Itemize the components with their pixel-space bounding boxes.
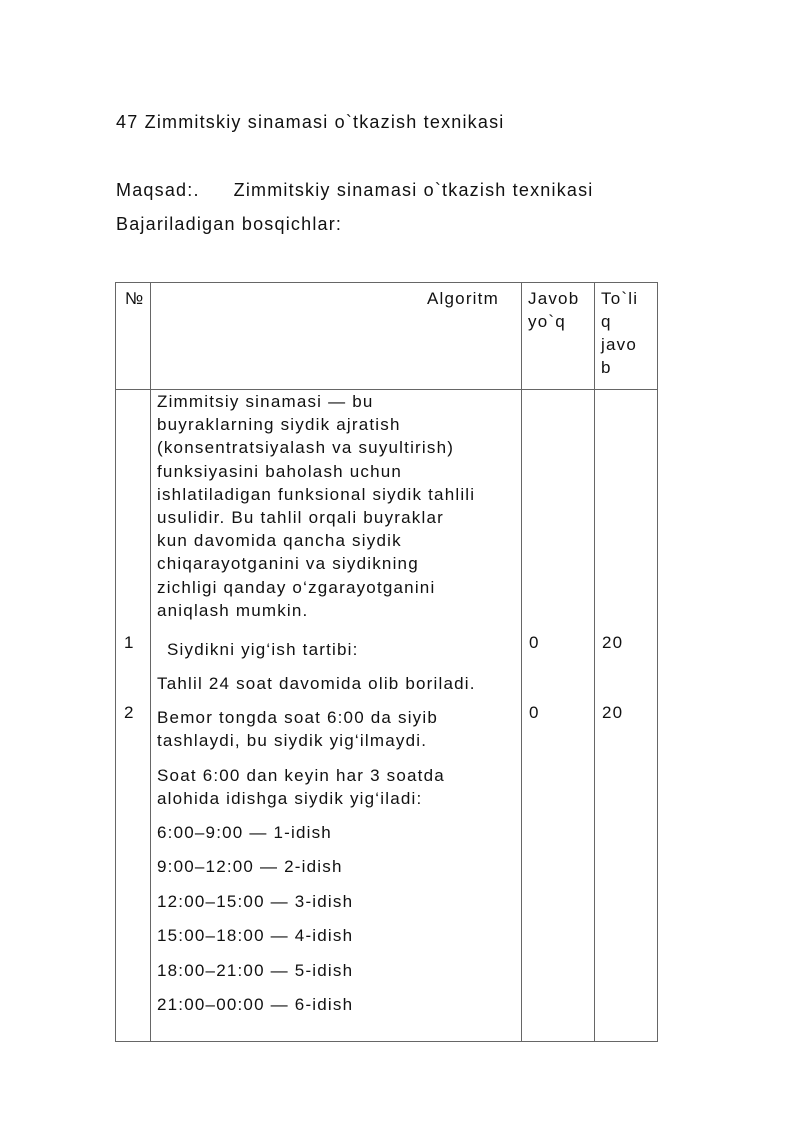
document-title: 47 Zimmitskiy sinamasi o`tkazish texnikasi [116,112,505,132]
row-1-text: Siydikni yig‘ish tartibi: [167,640,359,659]
intro-paragraph: Zimmitsiy sinamasi — bu buyraklarning siydik ajratish (konsentratsiyalash va suyultirish) funksiyasini baholash uchun ishlatiladigan funksional siydik tahlili usulidir. Bu tahlil orqali buyraklar kun davomida qancha siydik chiqarayotganini va siydikning zichligi qanday o‘zgarayotganini aniqlash mumkin. [157,392,476,620]
schedule-item: 18:00–21:00 — 5-idish [157,961,354,980]
header-algorithm: Algoritm [427,289,499,308]
row-2-paragraph-2: Bemor tongda soat 6:00 da siyib tashlaydi, bu siydik yig‘ilmaydi. [157,708,439,750]
schedule-item: 9:00–12:00 — 2-idish [157,857,343,876]
row-2-paragraph-1: Tahlil 24 soat davomida olib boriladi. [157,674,476,693]
column-divider [150,283,151,1041]
goal-line [116,180,594,201]
column-divider [594,283,595,1041]
row-1-number: 1 [124,633,135,652]
row-1-no-answer: 0 [529,633,540,652]
header-full-answer: To`li q javo b [601,289,639,377]
header-no-answer: Javob yo`q [528,289,580,331]
schedule-item: 15:00–18:00 — 4-idish [157,926,354,945]
row-2-full-answer: 20 [602,703,624,722]
schedule-item: 6:00–9:00 — 1-idish [157,823,332,842]
goal-text: Zimmitskiy sinamasi o`tkazish texnikasi [233,180,594,200]
row-2-no-answer: 0 [529,703,540,722]
row-2-number: 2 [124,703,135,722]
header-number: № [125,289,145,308]
schedule-item: 12:00–15:00 — 3-idish [157,892,354,911]
steps-label: Bajariladigan bosqichlar: [116,214,343,234]
column-divider [521,283,522,1041]
algorithm-table [115,282,658,1042]
row-2-paragraph-3: Soat 6:00 dan keyin har 3 soatda alohida idishga siydik yig‘iladi: [157,766,445,808]
schedule-item: 21:00–00:00 — 6-idish [157,995,354,1014]
goal-label: Maqsad:. [116,180,200,200]
row-1-full-answer: 20 [602,633,624,652]
